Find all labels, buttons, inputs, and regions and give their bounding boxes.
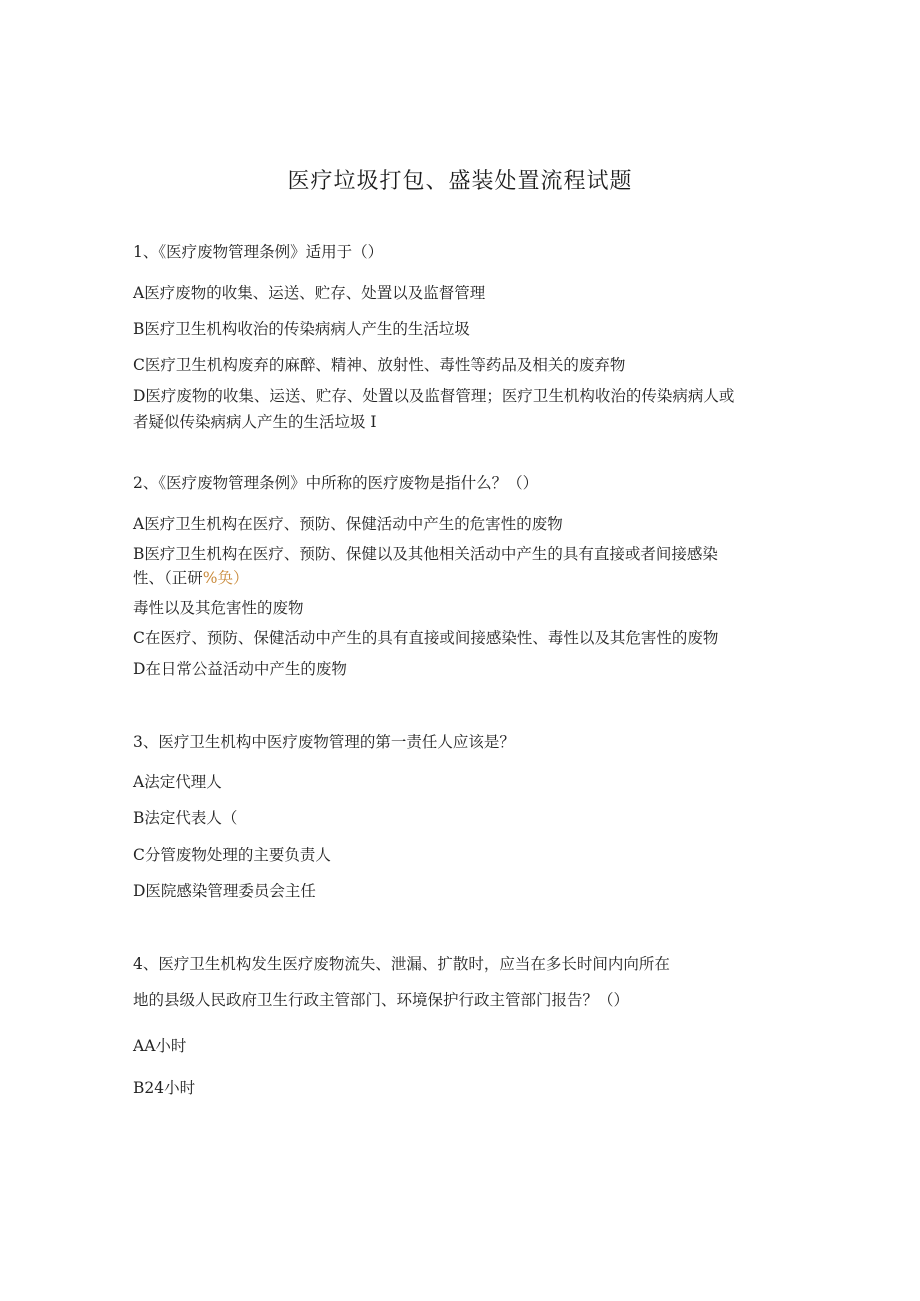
option-d: D医院感染管理委员会主任 [133,882,316,900]
option-d: D在日常公益活动中产生的废物 [133,660,347,678]
question-text: 2、《医疗废物管理条例》中所称的医疗废物是指什么？（） [133,474,539,492]
page-title: 医疗垃圾打包、盛装处置流程试题 [287,169,633,194]
option-c: C医疗卫生机构废弃的麻醉、精神、放射性、毒性等药品及相关的废弃物 [133,356,626,374]
option-d-line1: D医疗废物的收集、运送、贮存、处置以及监督管理；医疗卫生机构收治的传染病病人或 [133,387,735,405]
question-text: 3、医疗卫生机构中医疗废物管理的第一责任人应该是？ [133,733,515,751]
option-b-line3: 毒性以及其危害性的废物 [133,599,304,617]
option-a: AA小时 [133,1037,187,1055]
option-b-line2-text: 性、（正研 [133,569,203,587]
handwritten-mark: %奂） [202,569,249,587]
option-c: C分管废物处理的主要负责人 [133,846,331,864]
option-a: A医疗废物的收集、运送、贮存、处置以及监督管理 [133,284,486,302]
option-b: B医疗卫生机构收治的传染病病人产生的生活垃圾 [133,320,470,338]
question-text-line2: 地的县级人民政府卫生行政主管部门、环境保护行政主管部门报告？（） [133,991,630,1009]
option-c: C在医疗、预防、保健活动中产生的具有直接或间接感染性、毒性以及其危害性的废物 [133,629,719,647]
question-text: 1、《医疗废物管理条例》适用于（） [133,243,384,261]
option-b: B24小时 [133,1079,196,1097]
option-d-line2: 者疑似传染病病人产生的生活垃圾 I [133,413,377,431]
question-text-line1: 4、医疗卫生机构发生医疗废物流失、泄漏、扩散时，应当在多长时间内向所在 [133,955,670,973]
option-b-line2 [133,566,249,588]
option-b-line1: B医疗卫生机构在医疗、预防、保健以及其他相关活动中产生的具有直接或者间接感染 [133,545,718,563]
option-a: A医疗卫生机构在医疗、预防、保健活动中产生的危害性的废物 [133,515,563,533]
option-a: A法定代理人 [133,773,222,791]
option-b: B法定代表人（ [133,809,238,827]
